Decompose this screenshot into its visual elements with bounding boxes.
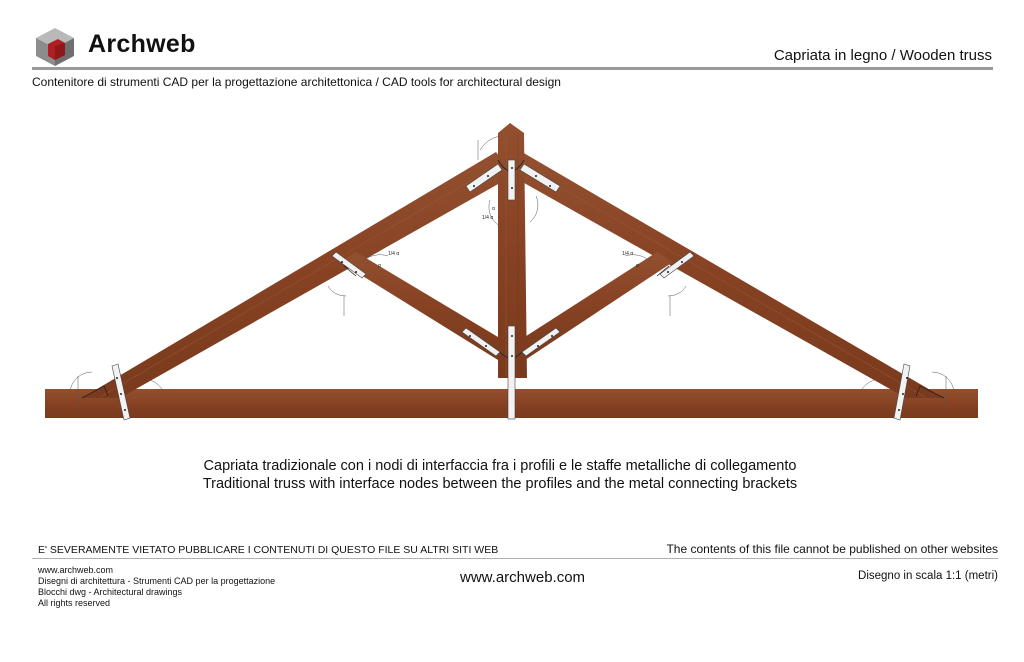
footer-line: Blocchi dwg - Architectural drawings	[38, 587, 183, 597]
footer-link[interactable]: www.archweb.com	[38, 565, 114, 575]
caption-english: Traditional truss with interface nodes between the profiles and the metal connecting brackets	[202, 476, 798, 492]
footer-line: All rights reserved	[38, 598, 111, 608]
angle-label: 1/4 α	[622, 251, 634, 257]
site-subtitle: Contenitore di strumenti CAD per la progettazione architettonica / CAD tools for architectural design	[32, 75, 561, 89]
drawing-title: Capriata in legno / Wooden truss	[773, 47, 992, 64]
caption-italian: Capriata tradizionale con i nodi di interfaccia fra i profili e le staffe metalliche di collegamento	[203, 458, 797, 474]
bracket-post-foot	[508, 326, 515, 419]
archweb-logo-icon	[36, 28, 74, 66]
right-rafter	[510, 152, 944, 398]
footer-info	[38, 565, 275, 609]
angle-label: 1/4 α	[388, 251, 400, 257]
footer-website[interactable]: www.archweb.com	[460, 569, 586, 586]
bracket-ridge-vertical	[508, 160, 515, 200]
footer-divider	[32, 558, 998, 559]
left-rafter	[82, 152, 514, 398]
copyright-warning-english: The contents of this file cannot be published on other websites	[666, 542, 998, 556]
angle-label: 1/4 α	[482, 215, 494, 221]
header-divider	[32, 67, 993, 70]
drawing-scale: Disegno in scala 1:1 (metri)	[858, 570, 998, 582]
angle-label: α	[492, 206, 495, 212]
angle-label: α	[636, 263, 639, 269]
copyright-warning-italian: E' SEVERAMENTE VIETATO PUBBLICARE I CONTENUTI DI QUESTO FILE SU ALTRI SITI WEB	[38, 544, 499, 556]
brand-name[interactable]: Archweb	[88, 30, 196, 58]
footer-line: Disegni di architettura - Strumenti CAD per la progettazione	[38, 576, 276, 586]
angle-label: α	[378, 263, 381, 269]
